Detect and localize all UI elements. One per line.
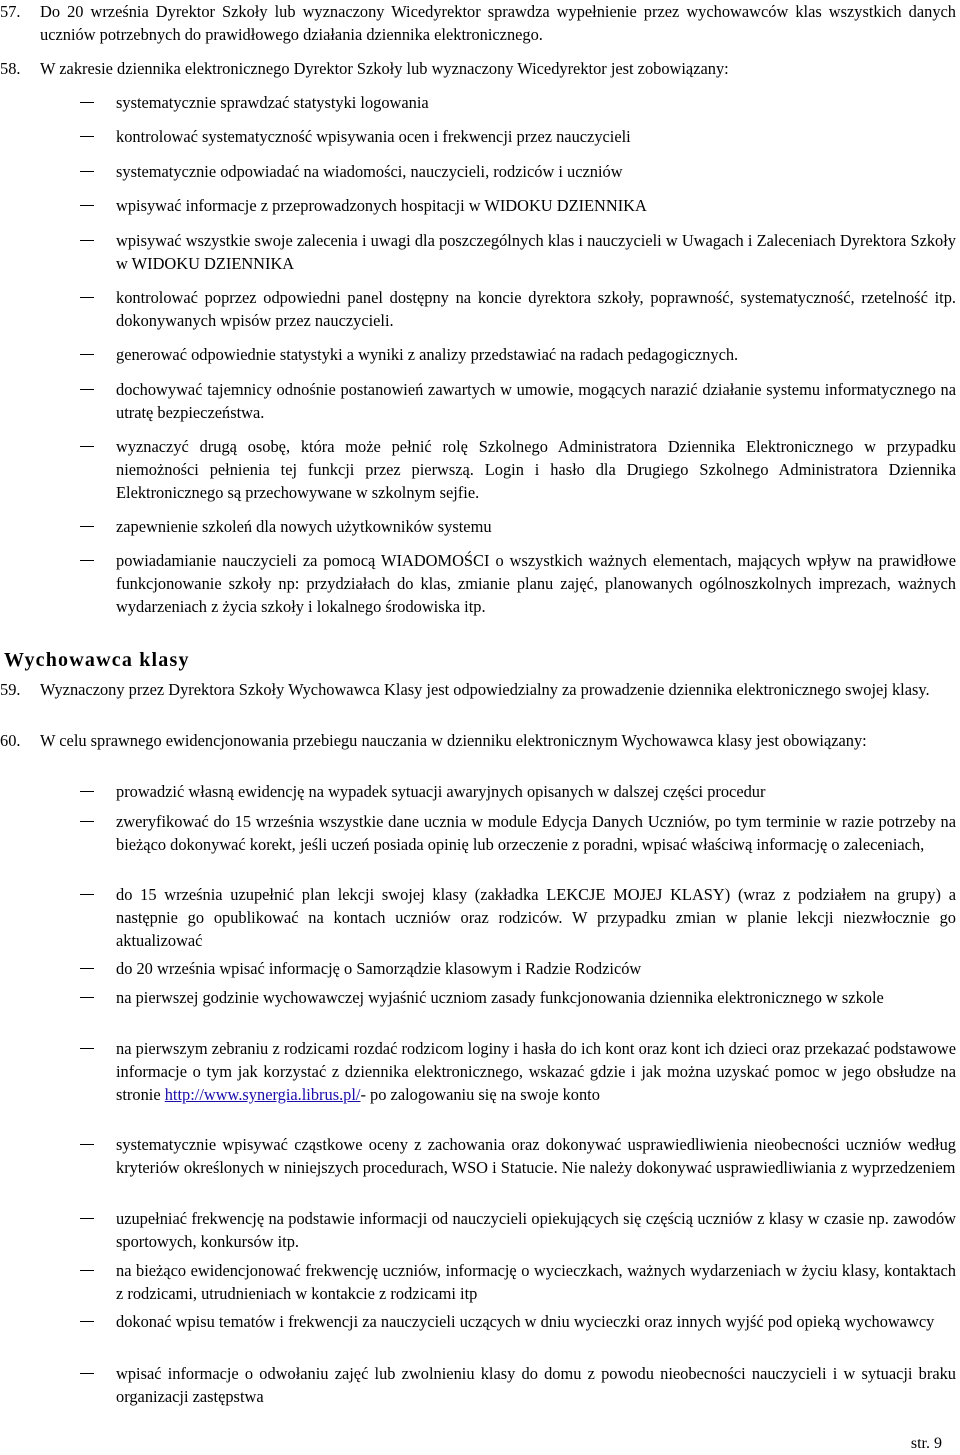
dash-bullet [80, 821, 94, 822]
dash-bullet [80, 205, 94, 206]
dash-bullet [80, 894, 94, 895]
dash-bullet [80, 997, 94, 998]
paragraph-60 [0, 729, 956, 752]
dash-bullet [80, 297, 94, 298]
dash-bullet [80, 136, 94, 137]
dash-bullet [80, 791, 94, 792]
dash-bullet [80, 1321, 94, 1322]
dash-bullet [80, 389, 94, 390]
list-item: na pierwszym zebraniu z rodzicami rozdać rodzicom loginy i hasła do ich kont oraz kont ich dzieci oraz przekazać podstawowe informacje o tym jak korzystać z dziennika elektronicznego, wskazać gdzie i jak można uzyskać pomoc w jego obsłudze na stronie http://www.synergia.librus.pl/- po zalogowaniu się na swoje konto [80, 1037, 956, 1106]
dash-bullet [80, 446, 94, 447]
list-item: dokonać wpisu tematów i frekwencji za nauczycieli uczących w dniu wycieczki oraz innych wyjść pod opieką wychowawcy [80, 1310, 956, 1333]
list-item: wpisywać informacje z przeprowadzonych hospitacji w WIDOKU DZIENNIKA [80, 194, 956, 217]
list-item: wyznaczyć drugą osobę, która może pełnić rolę Szkolnego Administratora Dziennika Elektronicznego w przypadku niemożności pełnienia tej funkcji przez pierwszą. Login i hasło dla Drugiego Szkolnego Administratora Dziennika Elektronicznego są przechowywane w szkolnym sejfie. [80, 435, 956, 504]
list-item: do 15 września uzupełnić plan lekcji swojej klasy (zakładka LEKCJE MOJEJ KLASY) (wraz z podziałem na grupy) a następnie go opublikować na kontach uczniów oraz rodziców. W przypadku zmian w planie lekcji niezwłocznie go aktualizować [80, 883, 956, 952]
paragraph-text: Wyznaczony przez Dyrektora Szkoły Wychowawca Klasy jest odpowiedzialny za prowadzenie dziennika elektronicznego swojej klasy. [40, 680, 930, 699]
paragraph-58 [0, 57, 956, 80]
paragraph-57 [0, 0, 956, 46]
dash-bullet [80, 354, 94, 355]
paragraph-number: 58. [0, 59, 21, 78]
dash-bullet [80, 102, 94, 103]
list-item: systematycznie sprawdzać statystyki logowania [80, 91, 956, 114]
paragraph-number: 59. [0, 680, 21, 699]
list-item: generować odpowiednie statystyki a wyniki z analizy przedstawiać na radach pedagogicznych. [80, 343, 956, 366]
list-item: do 20 września wpisać informację o Samorządzie klasowym i Radzie Rodziców [80, 957, 956, 980]
dash-bullet [80, 1270, 94, 1271]
paragraph-text: W zakresie dziennika elektronicznego Dyrektor Szkoły lub wyznaczony Wicedyrektor jest zobowiązany: [40, 59, 729, 78]
paragraph-text: W celu sprawnego ewidencjonowania przebiegu nauczania w dzienniku elektronicznym Wychowawca klasy jest obowiązany: [40, 731, 867, 750]
list-item: na pierwszej godzinie wychowawczej wyjaśnić uczniom zasady funkcjonowania dziennika elektronicznego w szkole [80, 986, 956, 1009]
dash-bullet [80, 526, 94, 527]
page-number: str. 9 [910, 1435, 942, 1452]
list-item: zapewnienie szkoleń dla nowych użytkowników systemu [80, 515, 956, 538]
paragraph-59 [0, 678, 956, 701]
synergia-link[interactable]: http://www.synergia.librus.pl/ [164, 1085, 361, 1104]
dash-bullet [80, 1373, 94, 1374]
dash-bullet [80, 1048, 94, 1049]
list-item: kontrolować systematyczność wpisywania ocen i frekwencji przez nauczycieli [80, 125, 956, 148]
list-item: systematycznie wpisywać cząstkowe oceny z zachowania oraz dokonywać usprawiedliwienia nieobecności uczniów według kryteriów określonych w niniejszych procedurach, WSO i Statucie. Nie należy dokonywać usprawiedliwiania z wyprzedzeniem [80, 1133, 956, 1179]
list-item: uzupełniać frekwencję na podstawie informacji od nauczycieli opiekujących się częścią uczniów z klasy w czasie np. zawodów sportowych, konkursów itp. [80, 1207, 956, 1253]
dash-bullet [80, 968, 94, 969]
dash-bullet [80, 1218, 94, 1219]
list-item: wpisać informacje o odwołaniu zajęć lub zwolnieniu klasy do domu z powodu nieobecności nauczycieli i w sytuacji braku organizacji zastępstwa [80, 1362, 956, 1408]
dash-bullet [80, 1144, 94, 1145]
list-item: dochowywać tajemnicy odnośnie postanowień zawartych w umowie, mogących narazić działanie systemu informatycznego na utratę bezpieczeństwa. [80, 378, 956, 424]
paragraph-text: Do 20 września Dyrektor Szkoły lub wyznaczony Wicedyrektor sprawdza wypełnienie przez wychowawców klas wszystkich danych uczniów potrzebnych do prawidłowego działania dziennika elektronicznego. [40, 2, 956, 44]
paragraph-number: 57. [0, 2, 21, 21]
list-item: powiadamianie nauczycieli za pomocą WIADOMOŚCI o wszystkich ważnych elementach, mających wpływ na prawidłowe funkcjonowanie szkoły np: przydziałach do klas, zmianie planu zajęć, planowanych ogólnoszkolnych imprezach, ważnych wydarzeniach z życia szkoły i lokalnego środowiska itp. [80, 549, 956, 618]
dash-bullet [80, 171, 94, 172]
dash-bullet [80, 240, 94, 241]
list-item: prowadzić własną ewidencję na wypadek sytuacji awaryjnych opisanych w dalszej części procedur [80, 780, 956, 803]
list-item: wpisywać wszystkie swoje zalecenia i uwagi dla poszczególnych klas i nauczycieli w Uwagach i Zaleceniach Dyrektora Szkoły w WIDOKU DZIENNIKA [80, 229, 956, 275]
list-item: na bieżąco ewidencjonować frekwencję uczniów, informację o wycieczkach, ważnych wydarzeniach w życiu klasy, kontaktach z rodzicami, utrudnieniach w kontakcie z rodzicami itp [80, 1259, 956, 1305]
section-heading: Wychowawca klasy [4, 649, 190, 671]
dash-bullet [80, 560, 94, 561]
list-item: systematycznie odpowiadać na wiadomości, nauczycieli, rodziców i uczniów [80, 160, 956, 183]
list-item: zweryfikować do 15 września wszystkie dane ucznia w module Edycja Danych Uczniów, po tym terminie w razie potrzeby na bieżąco dokonywać korekt, jeśli uczeń posiada opinię lub orzeczenie z poradni, wpisać właściwą informację o zaleceniach, [80, 810, 956, 856]
paragraph-number: 60. [0, 731, 21, 750]
list-item: kontrolować poprzez odpowiedni panel dostępny na koncie dyrektora szkoły, poprawność, systematyczność, rzetelność itp. dokonywanych wpisów przez nauczycieli. [80, 286, 956, 332]
